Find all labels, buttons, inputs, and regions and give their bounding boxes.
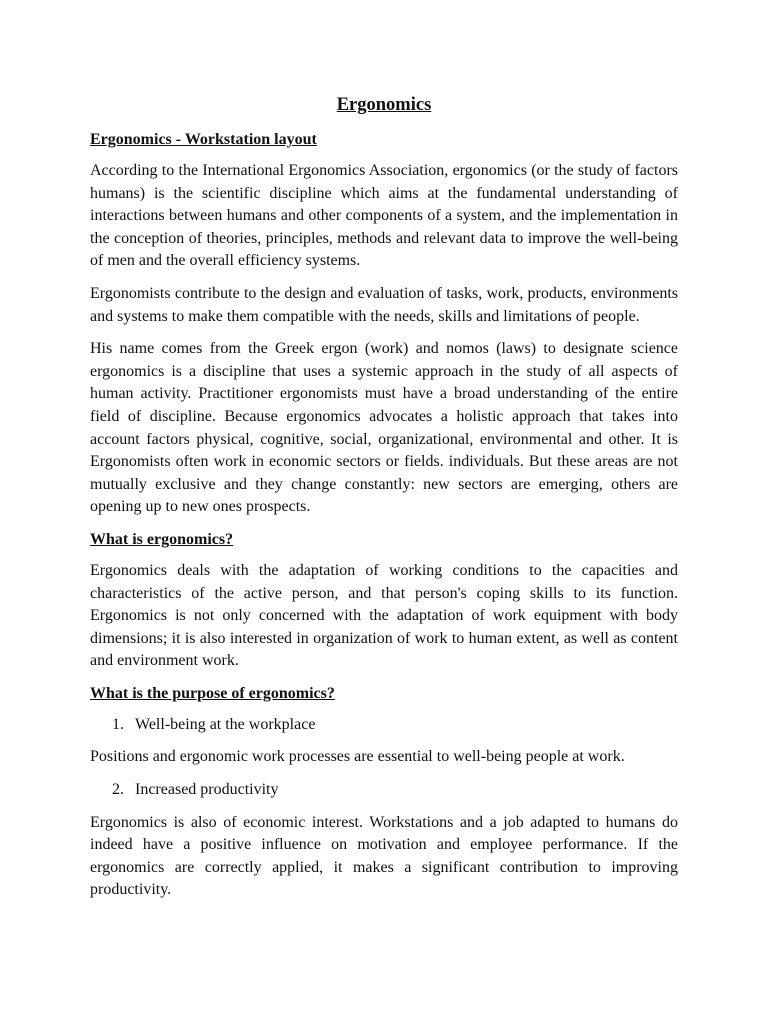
heading-what-is-ergonomics: What is ergonomics? (90, 530, 234, 548)
list-number: 1. (112, 715, 124, 733)
list-item-productivity (90, 779, 678, 802)
paragraph-iea-definition: According to the International Ergonomics Association, ergonomics (or the study of factors humans) is the scientific discipline which aims at the fundamental understanding of interactions between humans and other components of a system, and the implementation in the conception of theories, principles, methods and relevant data to improve the well-being of men and the overall efficiency systems. (90, 162, 678, 270)
paragraph-wellbeing: Positions and ergonomic work processes are essential to well-being people at work. (90, 748, 625, 766)
list-item-wellbeing (90, 714, 678, 737)
list-label: Increased productivity (135, 781, 279, 799)
list-number: 2. (112, 781, 124, 799)
paragraph-ergonomists-contribute: Ergonomists contribute to the design and evaluation of tasks, work, products, environments and systems to make them compatible with the needs, skills and limitations of people. (90, 284, 678, 325)
paragraph-productivity: Ergonomics is also of economic interest. Workstations and a job adapted to humans do indeed have a positive influence on motivation and employee performance. If the ergonomics are correctly applied, it makes a significant contribution to improving productivity. (90, 813, 678, 899)
document-title: Ergonomics (336, 95, 432, 115)
list-label: Well-being at the workplace (135, 715, 316, 733)
paragraph-what-is-ergonomics: Ergonomics deals with the adaptation of working conditions to the capacities and characteristics of the active person, and that person's coping skills to its function. Ergonomics is not only concerned with the adaptation of work equipment with body dimensions; it is also interested in organization of work to human extent, as well as content and environment work. (90, 561, 678, 670)
paragraph-name-origin: His name comes from the Greek ergon (work) and nomos (laws) to designate science ergonomics is a discipline that uses a systemic approach in the study of all aspects of human activity. Practitioner ergonomists must have a broad understanding of the entire field of discipline. Because ergonomics advocates a holistic approach that takes into account factors physical, cognitive, social, organizational, environmental and other. It is Ergonomists often work in economic sectors or fields. individuals. But these areas are not mutually exclusive and they change constantly: new sectors are emerging, others are opening up to new ones prospects. (90, 340, 678, 516)
heading-workstation-layout: Ergonomics - Workstation layout (90, 131, 317, 148)
heading-purpose-of-ergonomics: What is the purpose of ergonomics? (90, 684, 335, 702)
